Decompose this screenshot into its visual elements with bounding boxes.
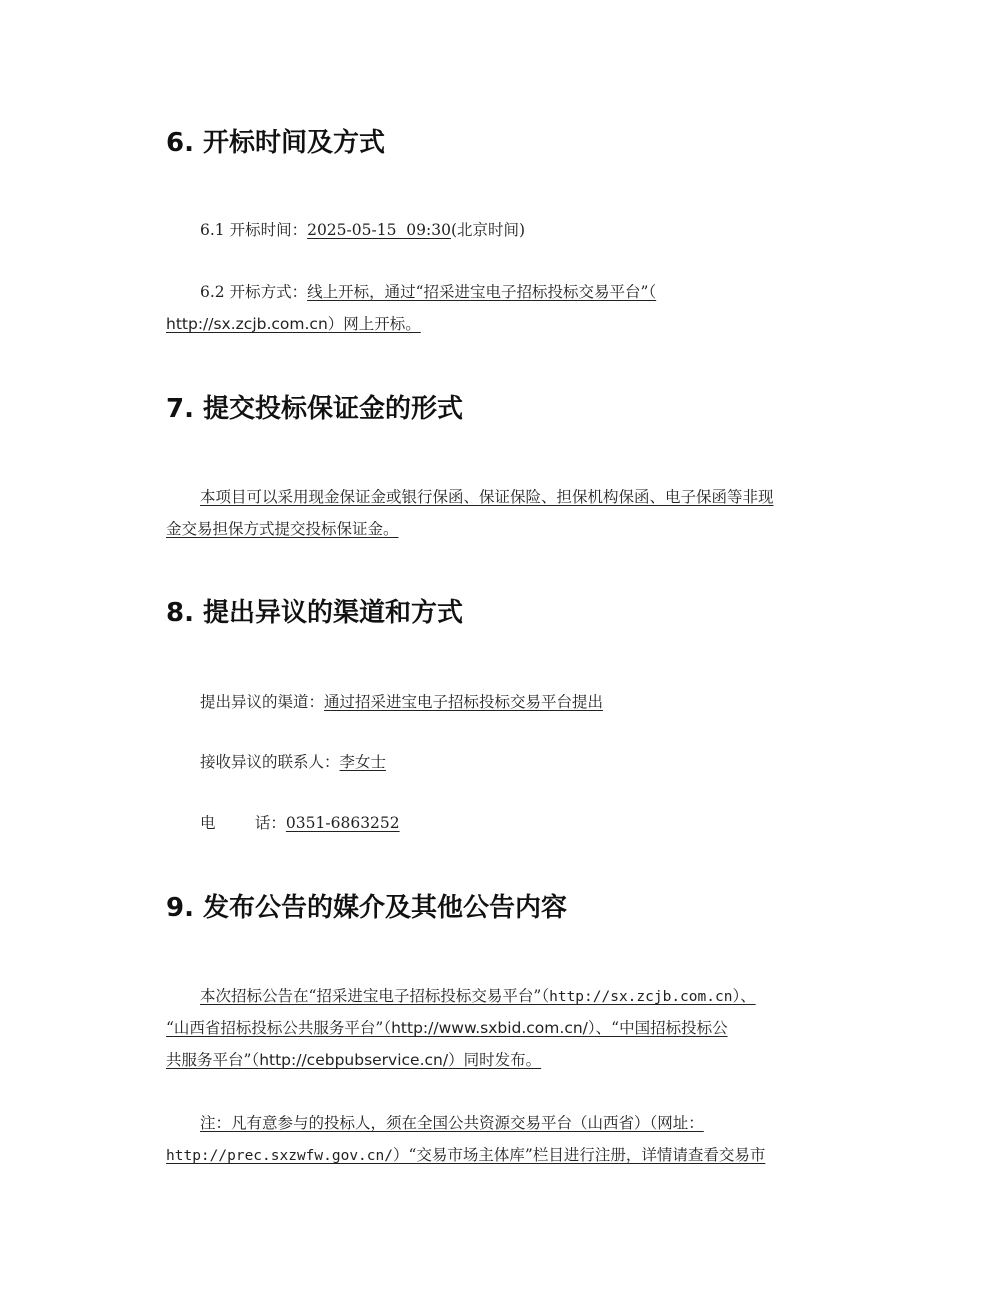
publish-media-text-3a: 共服务平台”（: [166, 1051, 260, 1069]
deposit-form-text-2: 金交易担保方式提交投标保证金。: [166, 520, 399, 538]
registration-note-line-1: [200, 1107, 704, 1139]
deposit-form-text-1: 本项目可以采用现金保证金或银行保函、保证保险、担保机构保函、电子保函等非现: [200, 488, 774, 506]
open-method-url: http://sx.zcjb.com.cn: [166, 315, 328, 333]
objection-phone-line: [200, 807, 400, 839]
objection-contact-line: [200, 746, 386, 778]
publish-media-url-3: http://cebpubservice.cn/: [259, 1051, 449, 1069]
deposit-form-line-1: [200, 481, 774, 513]
publish-media-line-2: [166, 1012, 728, 1044]
publish-media-url-1: http://sx.zcjb.com.cn: [549, 989, 733, 1005]
open-method-value-2: ）网上开标。: [327, 315, 421, 333]
section-6-heading: 6. 开标时间及方式: [166, 128, 386, 158]
open-time-suffix: (北京时间): [450, 221, 526, 239]
registration-note-text-1: 注：凡有意参与的投标人，须在全国公共资源交易平台（山西省）（网址：: [200, 1114, 704, 1132]
objection-channel-line: [200, 686, 603, 718]
publish-media-text-1b: ）、: [732, 987, 756, 1005]
deposit-form-line-2: [166, 513, 399, 545]
objection-channel-label: 提出异议的渠道：: [200, 693, 325, 711]
registration-note-line-2: [166, 1139, 765, 1172]
publish-media-line-3: [166, 1044, 541, 1076]
objection-contact-value: 李女士: [339, 753, 387, 771]
section-7-heading: 7. 提交投标保证金的形式: [166, 394, 464, 424]
open-time-line: [200, 214, 525, 246]
publish-media-text-1a: 本次招标公告在“招采进宝电子招标投标交易平台”（: [200, 987, 550, 1005]
registration-note-url: http://prec.sxzwfw.gov.cn/: [166, 1148, 393, 1164]
publish-media-text-2a: “山西省招标投标公共服务平台”（: [166, 1019, 392, 1037]
publish-media-line-1: [200, 980, 756, 1013]
objection-phone-label: 电 话：: [200, 814, 286, 832]
open-time-value: 2025-05-15 09:30: [307, 221, 451, 239]
publish-media-text-3b: ）同时发布。: [448, 1051, 542, 1069]
publish-media-text-2b: ）、“中国招标投标公: [587, 1019, 728, 1037]
open-time-label: 6.1 开标时间：: [200, 221, 308, 239]
section-9-heading: 9. 发布公告的媒介及其他公告内容: [166, 893, 568, 923]
objection-channel-value: 通过招采进宝电子招标投标交易平台提出: [324, 693, 604, 711]
objection-phone-value: 0351-6863252: [285, 814, 400, 832]
open-method-label: 6.2 开标方式：: [200, 283, 308, 301]
registration-note-text-2: ）“交易市场主体库”栏目进行注册，详情请查看交易市: [392, 1146, 766, 1164]
open-method-line-2: [166, 308, 421, 340]
objection-contact-label: 接收异议的联系人：: [200, 753, 340, 771]
publish-media-url-2: http://www.sxbid.com.cn/: [391, 1019, 588, 1037]
open-method-line-1: [200, 276, 656, 308]
open-method-value-1: 线上开标，通过“招采进宝电子招标投标交易平台”（: [307, 283, 657, 301]
section-8-heading: 8. 提出异议的渠道和方式: [166, 598, 464, 628]
